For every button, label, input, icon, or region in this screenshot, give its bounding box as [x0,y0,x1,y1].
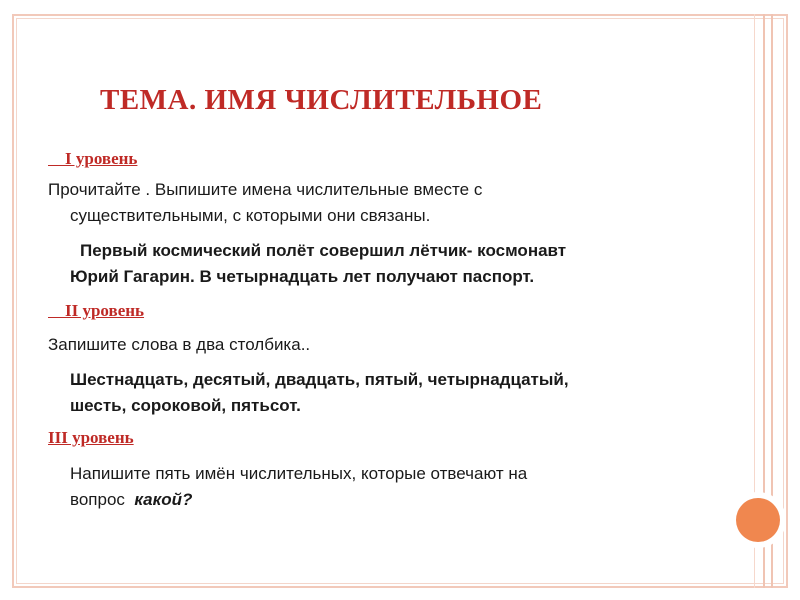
level-1-instruction-line-1: Прочитайте . Выпишите имена числительные вместе с [48,180,483,199]
level-3-instruction-line-2 [70,487,192,512]
level-3-question-prefix: вопрос [70,490,135,509]
slide-title: ТЕМА. ИМЯ ЧИСЛИТЕЛЬНОЕ [100,84,543,116]
decor-orange-dot [736,498,780,542]
level-2-instruction: Запишите слова в два столбика.. [48,335,311,354]
level-2-words-line-1: Шестнадцать, десятый, двадцать, пятый, четырнадцатый, [70,370,569,389]
level-1-text-line-2: Юрий Гагарин. В четырнадцать лет получают паспорт. [70,267,535,286]
level-2-words-line-2: шесть, сороковой, пятьсот. [70,396,301,415]
level-1-instruction-line-2: существительными, с которыми они связаны. [70,206,431,225]
level-3-label: III уровень [48,428,134,447]
level-3-question-word: какой? [134,490,193,509]
level-1-label: I уровень [48,149,138,168]
level-3-instruction-line-1: Напишите пять имён числительных, которые отвечают на [70,464,528,483]
level-2-label: II уровень [48,301,145,320]
level-1-text-line-1: Первый космический полёт совершил лётчик- космонавт [80,241,567,260]
